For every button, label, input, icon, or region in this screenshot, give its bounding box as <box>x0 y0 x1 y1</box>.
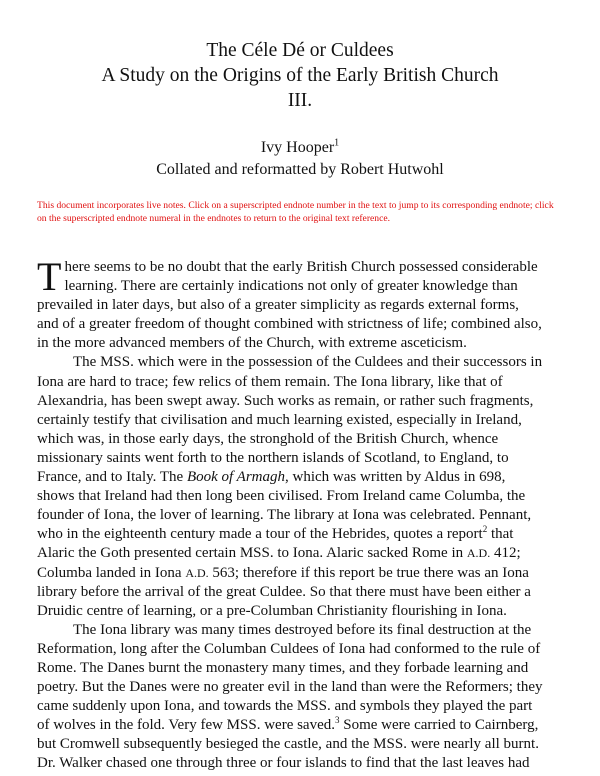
text-line: Alexandria, has been swept away. Such works as remain, or rather such fragments, <box>37 392 534 409</box>
text-line: Druidic centre of learning, or a pre-Columban Christianity flourishing in Iona. <box>37 602 507 619</box>
text-line: Rome. The Danes burnt the monastery many times, and they forbade learning and <box>37 659 529 676</box>
text-line: here seems to be no doubt that the early British Church possessed considerable <box>64 259 538 275</box>
text-line: poetry. But the Danes were no greater evil in the land than were the Reformers; they <box>37 679 543 696</box>
text-line: library before the arrival of the great Culdee. So that there must have been either a <box>37 583 531 600</box>
title-line-3: III. <box>287 90 313 111</box>
text-run: , which was written by Aldus in 698, <box>285 469 506 486</box>
text-line: missionary saints went forth to the northern islands of Scotland, to England, to <box>37 449 509 466</box>
author-name: Ivy Hooper <box>260 139 335 156</box>
text-run: France, and to Italy. The <box>37 469 187 486</box>
text-line: founder of Iona, the lover of learning. The library at Iona was celebrated. Pennant, <box>37 507 532 524</box>
text-line <box>37 716 562 735</box>
body-text <box>37 254 562 774</box>
text-run: 563; therefore if this report be true there was an Iona <box>208 564 529 581</box>
small-caps-date: A.D. <box>185 565 209 580</box>
text-line <box>37 525 562 544</box>
text-run: Alaric the Goth presented certain MSS. to Iona. Alaric sacked Rome in <box>37 545 467 562</box>
text-line: Iona are hard to trace; few relics of them remain. The Iona library, like that of <box>37 373 503 390</box>
author-line <box>0 137 600 159</box>
text-line: Dr. Walker chased one through three or four islands to find that the last leaves had <box>37 755 530 772</box>
endnote-link-1[interactable]: 1 <box>334 137 340 149</box>
author-block <box>0 137 600 181</box>
text-line <box>37 468 562 487</box>
paragraph-2 <box>37 353 562 620</box>
text-line <box>37 564 562 583</box>
drop-cap: T <box>37 254 62 299</box>
endnote-link-3[interactable]: 3 <box>335 715 340 726</box>
collated-by: Collated and reformatted by Robert Hutwohl <box>156 161 444 178</box>
title-line-1: The Céle Dé or Culdees <box>206 40 394 61</box>
text-run: of wolves in the fold. Very few MSS. were saved. <box>37 717 336 734</box>
book-title: Book of Armagh <box>186 469 286 486</box>
text-run: 412; <box>490 545 521 562</box>
live-notes-notice: This document incorporates live notes. Click on a superscripted endnote number in the text to jump to its corresponding endnote; click on the superscripted endnote numeral in the endnotes to return to the original text reference. <box>37 200 554 224</box>
paragraph-1 <box>37 254 562 353</box>
text-line <box>37 544 562 563</box>
text-line: came suddenly upon Iona, and towards the MSS. and symbols they played the part <box>37 698 533 715</box>
text-line: but Cromwell subsequently besieged the castle, and the MSS. were nearly all burnt. <box>37 736 539 753</box>
text-run: that <box>487 526 514 543</box>
text-line: and of a greater freedom of thought combined with strictness of life; combined also, <box>37 316 542 333</box>
text-line: prevailed in later days, but also of a greater simplicity as regards external forms, <box>37 297 519 314</box>
document-title <box>0 38 600 113</box>
text-line: which was, in those early days, the stronghold of the British Church, whence <box>37 430 499 447</box>
text-line: Reformation, long after the Columban Culdees of Iona had conformed to the rule of <box>37 640 541 657</box>
title-line-2: A Study on the Origins of the Early British Church <box>101 65 499 86</box>
text-line: The MSS. which were in the possession of the Culdees and their successors in <box>73 354 543 371</box>
text-run: Columba landed in Iona <box>37 564 186 581</box>
paragraph-3 <box>37 621 562 774</box>
text-run: who in the eighteenth century made a tour of the Hebrides, quotes a report <box>37 526 483 543</box>
endnote-link-2[interactable]: 2 <box>482 524 488 535</box>
text-line: learning. There are certainly indications not only of greater knowledge than <box>64 278 518 295</box>
text-line: certainly testify that civilisation and much learning existed, especially in Ireland, <box>37 411 522 428</box>
text-line: in the more advanced members of the Church, with extreme asceticism. <box>37 335 467 352</box>
small-caps-date: A.D. <box>466 546 491 561</box>
text-line: shows that Ireland had then long been civilised. From Ireland came Columba, the <box>37 488 526 505</box>
text-line: The Iona library was many times destroyed before its final destruction at the <box>73 621 532 638</box>
text-run: Some were carried to Cairnberg, <box>339 717 539 734</box>
